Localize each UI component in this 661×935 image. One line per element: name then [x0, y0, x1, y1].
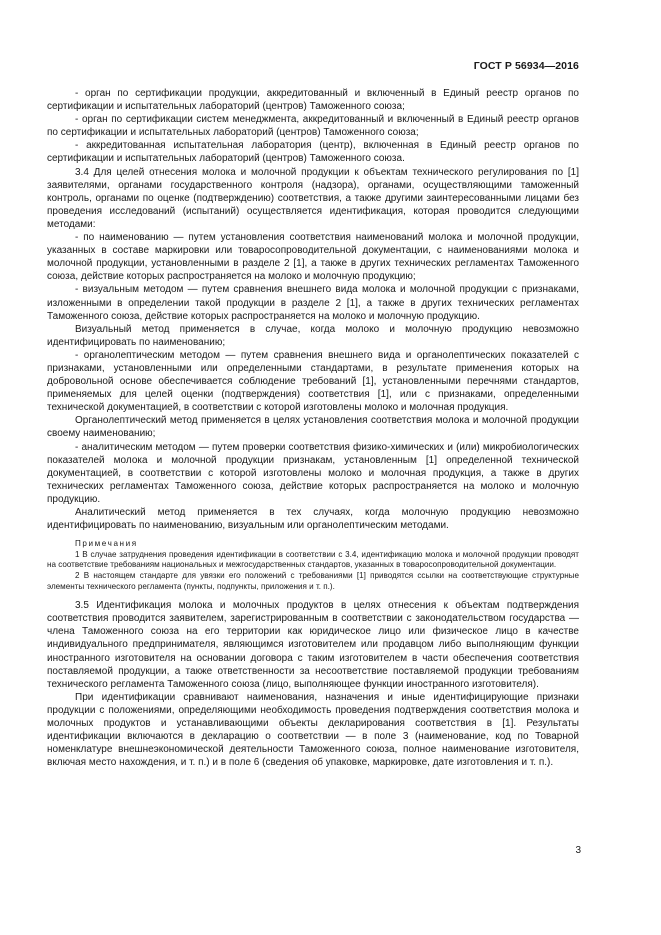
body-paragraph: При идентификации сравнивают наименования, назначения и иные идентифицирующие признаки продукции с положениями, определяющими необходимость проведения подтверждения соответствия молока и молочных продуктов и устанавливающими объекты декларирования соответствия в [1]. Результаты идентификации включаются в декларацию о соответствии — в поле 3 (наименование, код по Товарной номенклатуре внешнеэкономической деятельности Таможенного союза, полное наименование изготовителя, включая место нахождения, и т. п.) и в поле 6 (сведения об упаковке, маркировке, дате изготовления и т. п.). [47, 691, 579, 769]
notes-title: Примечания [75, 539, 138, 549]
standard-code-header: ГОСТ Р 56934—2016 [473, 60, 579, 72]
page-number: 3 [575, 845, 581, 856]
list-item: - аналитическим методом — путем проверки соответствия физико-химических и (или) микробиологических показателей молока и молочной продукции признакам, установленным [1] определенной технической документацией, в соответствии с которой изготовлены молоко и молочная продукция, а также в других технических регламентах Таможенного союза, действие которых распространяется на молоко и молочную продукцию. [47, 441, 579, 505]
list-item: - орган по сертификации продукции, аккредитованный и включенный в Единый реестр органов по сертификации и испытательных лабораторий (центров) Таможенного союза; [47, 88, 579, 113]
list-item: - по наименованию — путем установления соответствия наименований молока и молочной продукции, указанных в составе маркировки или товаросопроводительной документации, с наименованиями молока и молочной продукции, установленными в разделе 2 [1], а также в других технических регламентах Таможенного союза, действие которых распространяется на молоко и молочную продукцию; [47, 232, 579, 283]
list-item: - аккредитованная испытательная лаборатория (центр), включенная в Единый реестр органов по сертификации и испытательных лабораторий (центров) Таможенного союза. [47, 140, 579, 165]
list-item: - визуальным методом — путем сравнения внешнего вида молока и молочной продукции с признаками, изложенными в определении такой продукции в разделе 2 [1], а также в других технических регламентах Таможенного союза, действие которых распространяется на молоко и молочную продукцию. [47, 284, 579, 322]
clause-3-4: 3.4 Для целей отнесения молока и молочной продукции к объектам технического регулирования по [1] заявителями, органами государственного контроля (надзора), органами, осуществляющими таможенный контроль, органами по оценке (подтверждению) соответствия, а также другими заинтересованными лицами без проведения исследований (испытаний) осуществляется идентификация, которая проводится следующими методами: [47, 166, 579, 230]
document-body [47, 87, 579, 769]
note-item: 2 В настоящем стандарте для увязки его положений с требованиями [1] приводятся ссылки на соответствующие структурные элементы технического регламента (пункты, подпункты, приложения и т. п.). [47, 570, 579, 591]
body-paragraph: Визуальный метод применяется в случае, когда молоко и молочную продукцию невозможно идентифицировать по наименованию; [47, 323, 579, 348]
body-paragraph: Органолептический метод применяется в целях установления соответствия молока и молочной продукции своему наименованию; [47, 415, 579, 440]
list-item: - органолептическим методом — путем сравнения внешнего вида и органолептических показателей с признаками, установленными или определенными стандартами, в результате применения которых на добровольной основе обеспечивается соблюдение требований [1], установленными перечнями стандартов, применяемых для целей оценки (подтверждения) соответствия [1], или с признаками, определенными технической документацией, в соответствии с которой изготовлены молоко и молочная продукция. [47, 349, 579, 414]
note-item: 1 В случае затруднения проведения идентификации в соответствии с 3.4, идентификацию молока и молочной продукции проводят на соответствие требованиям национальных и межгосударственных стандартов, указанных в товаросопроводительной документации. [47, 549, 579, 570]
clause-3-5: 3.5 Идентификация молока и молочных продуктов в целях отнесения к объектам подтверждения соответствия проводится заявителем, зарегистрированным в соответствии с законодательством государства — члена Таможенного союза на его территории как юридическое лицо или физическое лицо в качестве индивидуального предпринимателя, являющимся изготовителем или продавцом либо выполняющим функции иностранного изготовителя на основании договора с таким изготовителем в части обеспечения соответствия поставляемой продукции, а также ответственности за несоответствие поставляемой продукции требованиям технического регламента Таможенного союза (лицо, выполняющее функции иностранного изготовителя). [47, 600, 579, 690]
notes-block [47, 539, 579, 592]
list-item: - орган по сертификации систем менеджмента, аккредитованный и включенный в Единый реестр органов по сертификации и испытательных лабораторий (центров) Таможенного союза; [47, 114, 579, 139]
body-paragraph: Аналитический метод применяется в тех случаях, когда молочную продукцию невозможно идентифицировать по наименованию, визуальным или органолептическим методами. [47, 507, 579, 532]
